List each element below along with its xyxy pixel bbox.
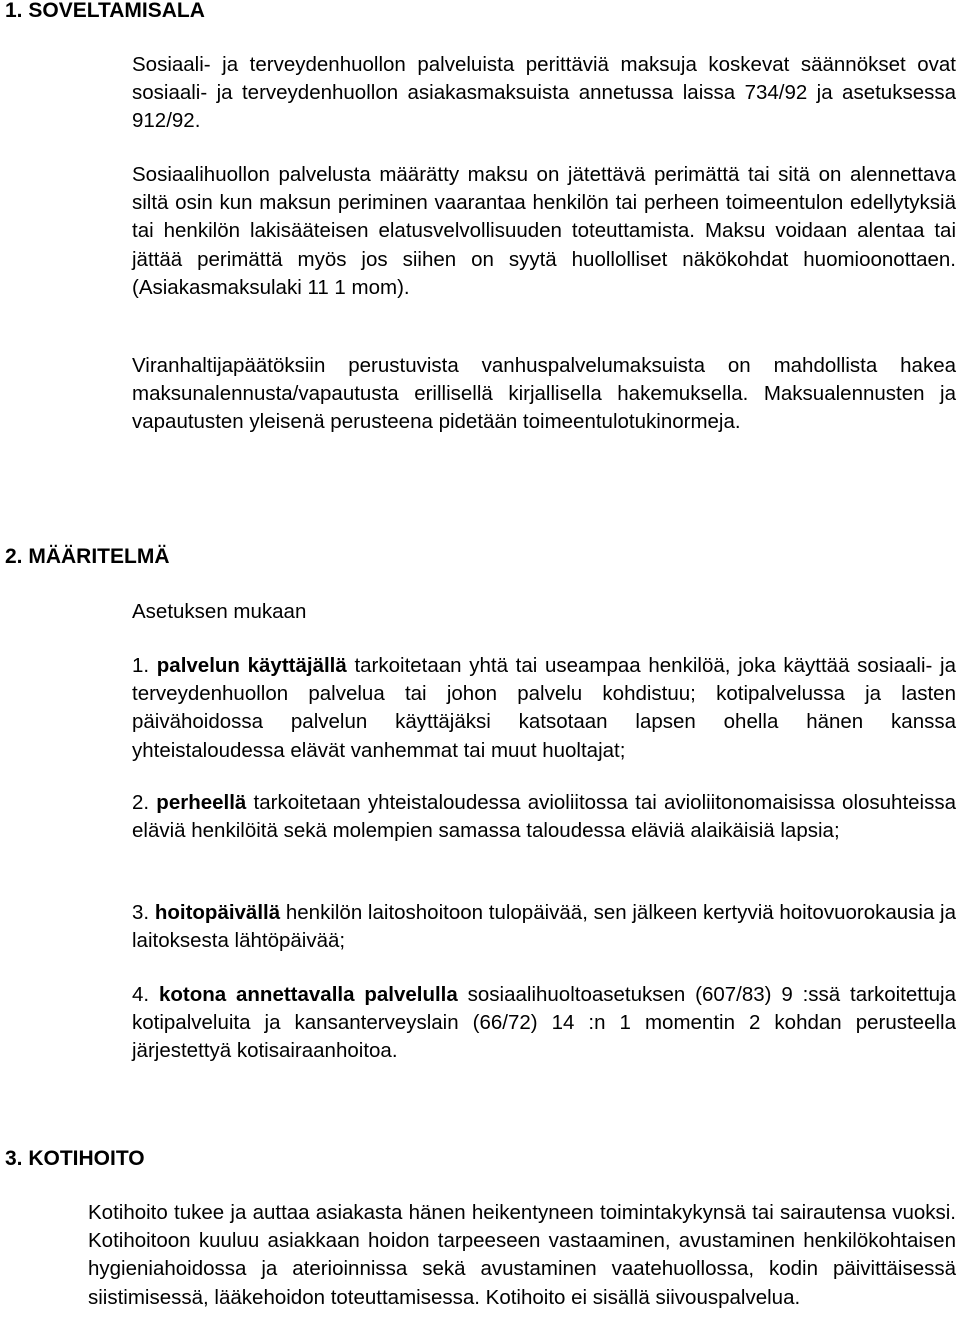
definition-number: 1.: [132, 654, 150, 677]
section-2-subheading: Asetuksen mukaan: [132, 600, 307, 623]
section-3-paragraph: Kotihoito tukee ja auttaa asiakasta hänen heikentyneen toimintakykynsä tai sairautensa vuoksi. Kotihoitoon kuuluu asiakkaan hoidon tarpeeseen vastaaminen, avustaminen henkilökohtaisen hygieniahoidossa ja aterioinnissa sekä avustaminen vaatehuollossa, kodin päivittäisessä siistimisessä, lääkehoidon toteuttamisessa. Kotihoito ei sisällä siivouspalvelua.: [88, 1201, 956, 1309]
definition-number: 2.: [132, 791, 150, 814]
definition-item-2: [132, 789, 956, 845]
definition-item-4: [132, 981, 956, 1066]
definition-item-3: [132, 899, 956, 955]
section-1-paragraph-3: Viranhaltijapäätöksiin perustuvista vanhuspalvelumaksuista on mahdollista hakea maksunalennusta/vapautusta erillisellä kirjallisella hakemuksella. Maksualennusten ja vapautusten yleisenä perusteena pidetään toimeentulotukinormeja.: [132, 354, 956, 434]
section-1-heading: 1. SOVELTAMISALA: [5, 0, 205, 22]
definition-text: tarkoitetaan yhtä tai useampaa henkilöä, joka käyttää sosiaali- ja terveydenhuollon palvelua tai johon palvelu kohdistuu; kotipalvelussa ja lasten päivähoidossa palvelun käyttäjäksi katsotaan lapsen ohella hänen kanssa yhteistaloudessa elävät vanhemmat tai muut huoltajat;: [132, 654, 956, 762]
definition-text: tarkoitetaan yhteistaloudessa avioliitossa tai avioliitonomaisissa olosuhteissa eläviä henkilöitä sekä molempien samassa taloudessa eläviä alaikäisiä lapsia;: [132, 791, 957, 843]
definition-term: hoitopäivällä: [154, 901, 281, 924]
definition-number: 4.: [132, 983, 150, 1006]
definition-term: perheellä: [156, 791, 247, 814]
section-2-heading: 2. MÄÄRITELMÄ: [5, 545, 170, 568]
definition-term: kotona annettavalla palvelulla: [158, 983, 458, 1006]
definition-text: sosiaalihuoltoasetuksen (607/83) 9 :ssä tarkoitettuja kotipalveluita ja kansanterveyslain (66/72) 14 :n 1 momentin 2 kohdan perusteella järjestettyä kotisairaanhoitoa.: [132, 983, 957, 1063]
definition-text: henkilön laitoshoitoon tulopäivää, sen jälkeen kertyviä hoitovuorokausia ja laitoksesta lähtöpäivää;: [132, 901, 957, 953]
section-1-paragraph-2: Sosiaalihuollon palvelusta määrätty maksu on jätettävä perimättä tai sitä on alennettava siltä osin kun maksun periminen vaarantaa henkilön tai perheen toimeentulon edellytyksiä tai henkilön lakisääteisen elatusvelvollisuuden toteuttamista. Maksu voidaan alentaa tai jättää perimättä myös jos siihen on syytä huollolliset näkökohdat huomioonottaen. (Asiakasmaksulaki 11 1 mom).: [132, 163, 956, 299]
section-3-heading: 3. KOTIHOITO: [5, 1147, 145, 1170]
section-1-paragraph-1: Sosiaali- ja terveydenhuollon palveluista perittäviä maksuja koskevat säännökset ovat sosiaali- ja terveydenhuollon asiakasmaksuista annetussa laissa 734/92 ja asetuksessa 912/92.: [132, 53, 956, 133]
definition-item-1: [132, 652, 956, 765]
definition-number: 3.: [132, 901, 150, 924]
definition-term: palvelun käyttäjällä: [156, 654, 347, 677]
